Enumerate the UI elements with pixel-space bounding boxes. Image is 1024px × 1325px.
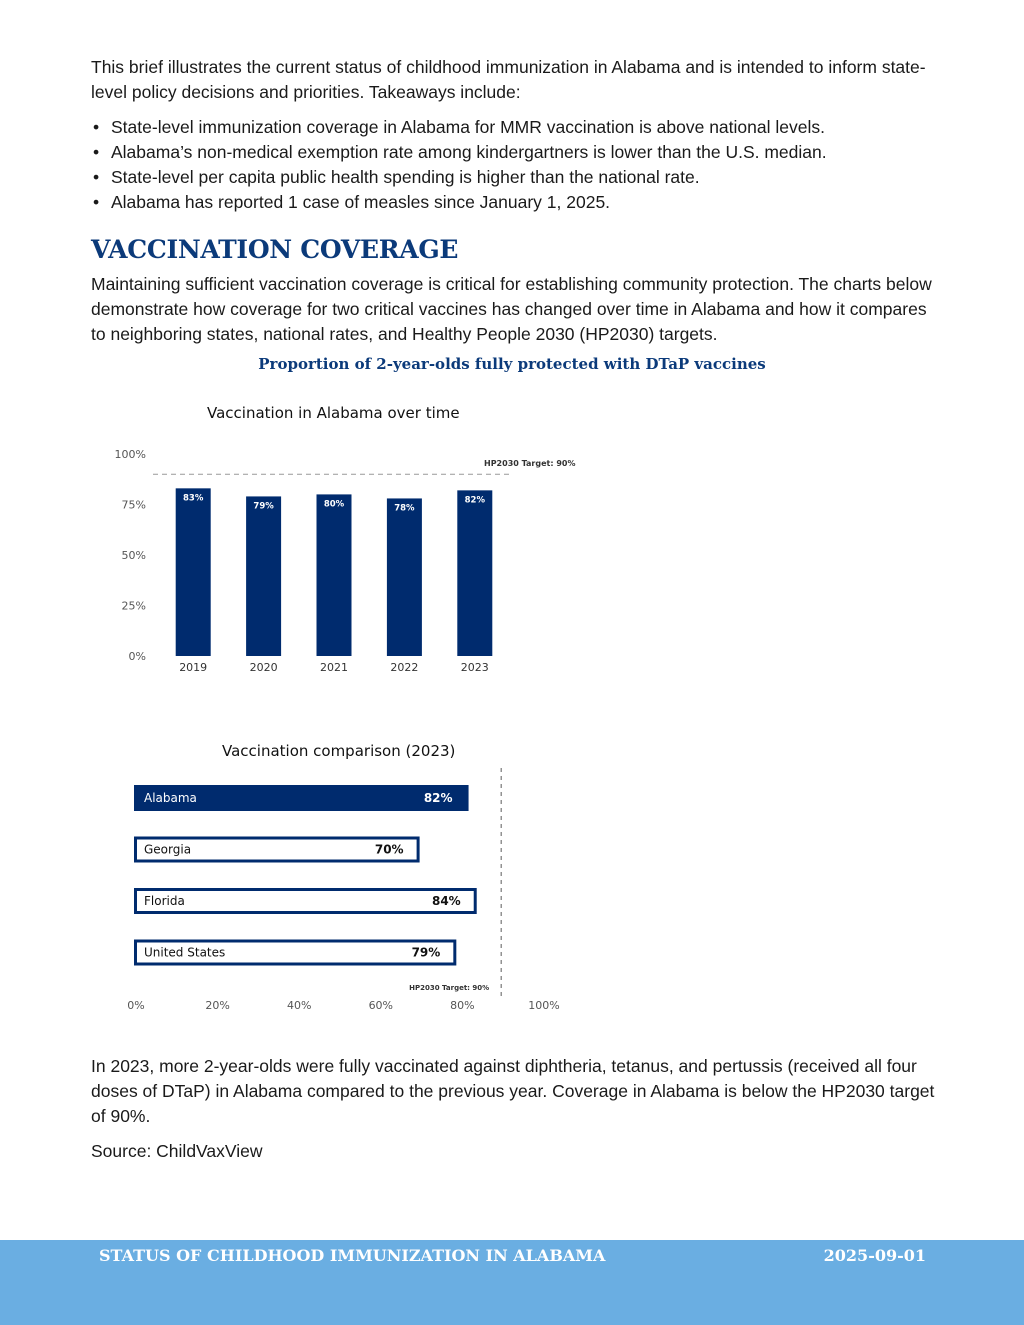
list-item: • State-level immunization coverage in Alabama for MMR vaccination is above national levels. xyxy=(91,115,941,140)
bar-value-label: 82% xyxy=(464,495,485,506)
takeaways-list xyxy=(91,115,941,215)
x-tick-label: 2021 xyxy=(320,661,348,674)
bar-value-label: 79% xyxy=(411,945,441,960)
bar xyxy=(136,890,476,913)
bar-chart-over-time xyxy=(90,440,610,685)
chart-title-comparison: Vaccination comparison (2023) xyxy=(222,742,456,760)
x-tick-label: 0% xyxy=(127,999,145,1012)
x-tick-label: 80% xyxy=(450,999,475,1012)
summary-paragraph: In 2023, more 2-year-olds were fully vaccinated against diphtheria, tetanus, and pertussis (received all four doses of DTaP) in Alabama compared to the previous year. Coverage in Alabama is below the HP2030 target of 90%. xyxy=(91,1056,935,1126)
x-tick-label: 20% xyxy=(205,999,230,1012)
bar-value-label: 84% xyxy=(431,894,461,908)
x-tick-label: 100% xyxy=(528,999,560,1012)
bar-value-label: 70% xyxy=(374,842,404,857)
x-tick-label: 2022 xyxy=(390,661,419,674)
bar-category-label: United States xyxy=(144,945,226,960)
bar-category-label: Georgia xyxy=(144,842,192,857)
x-tick-label: 2019 xyxy=(179,661,208,674)
y-tick-label: 50% xyxy=(121,549,146,562)
x-tick-label: 60% xyxy=(368,999,394,1012)
bar-value-label: 80% xyxy=(323,499,345,510)
bar xyxy=(246,496,281,656)
y-tick-label: 100% xyxy=(114,448,146,461)
y-tick-label: 0% xyxy=(128,650,146,663)
bar-category-label: Florida xyxy=(144,894,185,908)
bar-value-label: 78% xyxy=(394,503,415,514)
y-tick-label: 25% xyxy=(121,599,146,613)
bar xyxy=(317,494,352,656)
bar-chart-comparison xyxy=(90,760,610,1020)
target-label: HP2030 Target: 90% xyxy=(409,984,490,992)
list-item: • Alabama has reported 1 case of measles since January 1, 2025. xyxy=(91,190,941,215)
page-footer xyxy=(0,1240,1024,1325)
bar-value-label: 83% xyxy=(183,493,204,504)
figure-title: Proportion of 2-year-olds fully protected with DTaP vaccines xyxy=(258,355,766,373)
x-tick-label: 2020 xyxy=(249,661,278,674)
section-heading: VACCINATION COVERAGE xyxy=(91,235,459,264)
bar xyxy=(387,498,422,656)
y-tick-label: 75% xyxy=(121,498,146,512)
footer-date: 2025-09-01 xyxy=(823,1246,926,1265)
bar xyxy=(457,490,492,656)
list-item: • State-level per capita public health spending is higher than the national rate. xyxy=(91,165,941,190)
chart-title-over-time: Vaccination in Alabama over time xyxy=(207,404,460,422)
bar-value-label: 82% xyxy=(423,791,453,805)
bar-category-label: Alabama xyxy=(144,791,197,805)
list-item: • Alabama’s non-medical exemption rate among kindergartners is lower than the U.S. median. xyxy=(91,140,941,165)
bar xyxy=(176,488,211,656)
section-paragraph: Maintaining sufficient vaccination coverage is critical for establishing community protection. The charts below demonstrate how coverage for two critical vaccines has changed over time in Alabama and how it compares to neighboring states, national rates, and Healthy People 2030 (HP2030) targets. xyxy=(91,274,932,344)
footer-title: STATUS OF CHILDHOOD IMMUNIZATION IN ALABAMA xyxy=(99,1246,606,1265)
bar-value-label: 79% xyxy=(253,501,274,512)
x-tick-label: 40% xyxy=(286,999,312,1012)
target-label: HP2030 Target: 90% xyxy=(484,459,576,469)
source-note: Source: ChildVaxView xyxy=(91,1141,263,1161)
intro-paragraph: This brief illustrates the current status of childhood immunization in Alabama and is intended to inform state-level policy decisions and priorities. Takeaways include: xyxy=(91,57,926,102)
x-tick-label: 2023 xyxy=(460,661,489,674)
